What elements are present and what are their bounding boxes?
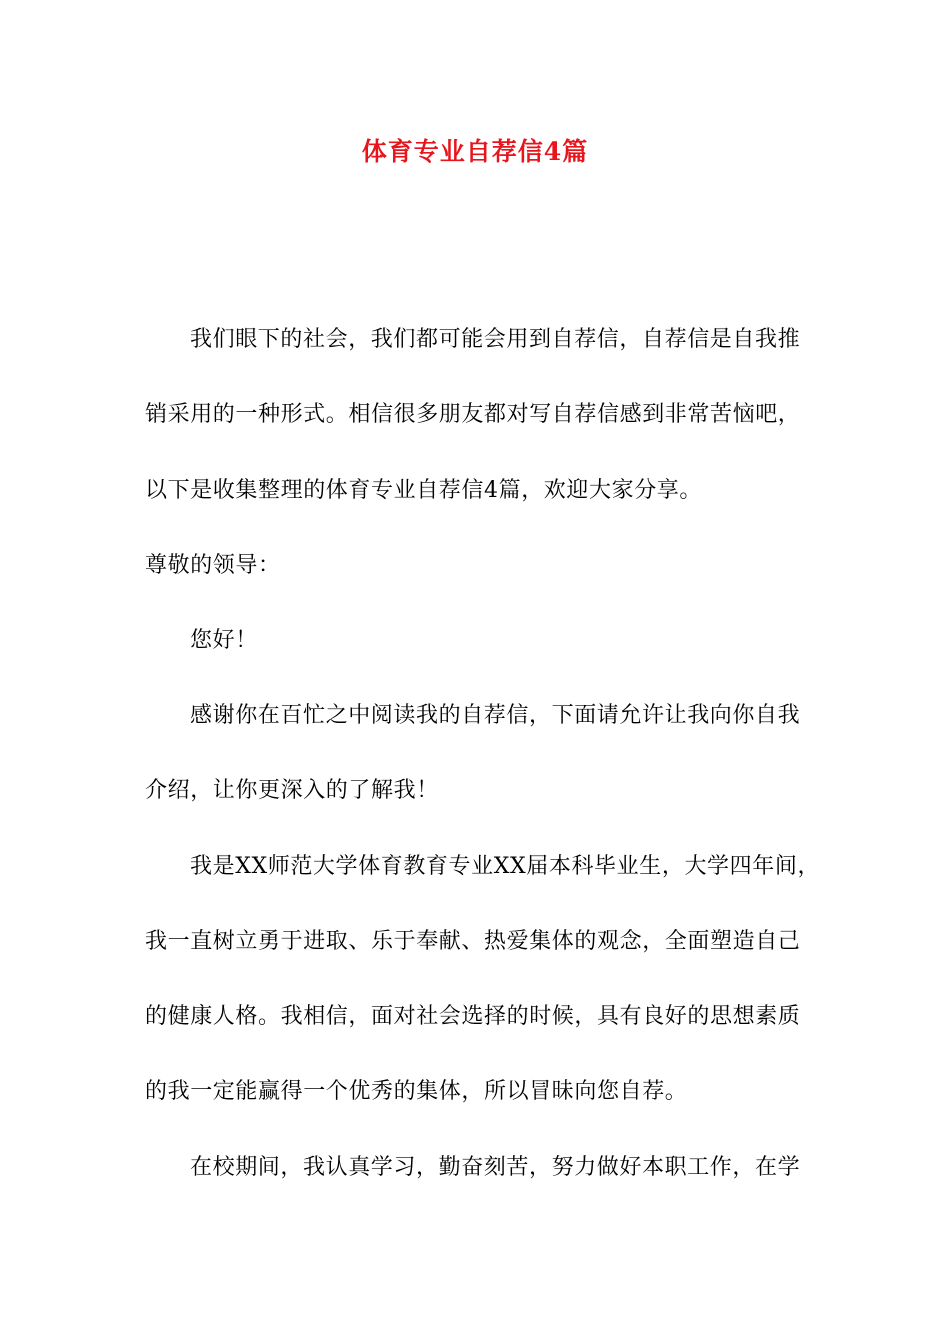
paragraph-line: 销采用的一种形式。相信很多朋友都对写自荐信感到非常苦恼吧，	[145, 402, 801, 427]
salutation: 尊敬的领导：	[145, 553, 281, 578]
paragraph-line: 在校期间，我认真学习，勤奋刻苦，努力做好本职工作，在学	[190, 1155, 801, 1180]
paragraph-line: 感谢你在百忙之中阅读我的自荐信，下面请允许让我向你自我	[190, 703, 801, 728]
document-title: 体育专业自荐信4篇	[361, 137, 589, 166]
paragraph-line: 的健康人格。我相信，面对社会选择的时候，具有良好的思想素质	[145, 1004, 801, 1029]
paragraph-line: 我是XX师范大学体育教育专业XX届本科毕业生，大学四年间，	[190, 854, 821, 879]
paragraph-line: 我一直树立勇于进取、乐于奉献、热爱集体的观念，全面塑造自己	[145, 929, 801, 954]
paragraph-line: 的我一定能赢得一个优秀的集体，所以冒昧向您自荐。	[145, 1079, 688, 1104]
paragraph-line: 我们眼下的社会，我们都可能会用到自荐信，自荐信是自我推	[190, 327, 801, 352]
greeting: 您好！	[190, 628, 258, 653]
paragraph-line: 介绍，让你更深入的了解我！	[145, 778, 439, 803]
paragraph-line: 以下是收集整理的体育专业自荐信4篇，欢迎大家分享。	[145, 478, 702, 503]
